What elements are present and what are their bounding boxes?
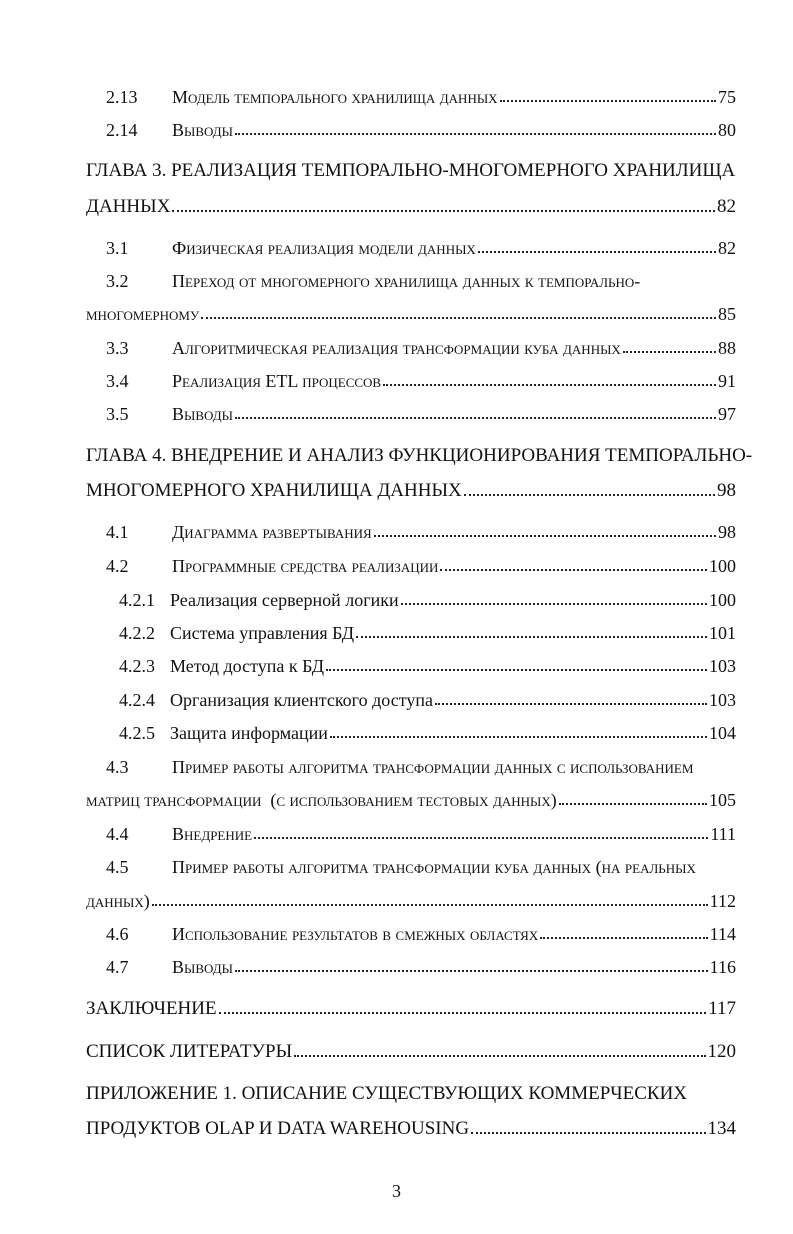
dot-leader bbox=[374, 535, 716, 537]
toc-entry-title-cont: многомерному bbox=[86, 304, 200, 324]
toc-entry-4-2-3[interactable] bbox=[86, 656, 736, 676]
toc-entry-3-1[interactable] bbox=[86, 238, 736, 258]
toc-entry-3-2[interactable] bbox=[86, 304, 736, 324]
toc-entry-page: 100 bbox=[709, 556, 736, 576]
toc-entry-title: Использование результатов в смежных областях bbox=[172, 924, 539, 944]
toc-entry-page: 91 bbox=[718, 371, 736, 391]
toc-entry-number: 4.2.5 bbox=[119, 723, 155, 743]
toc-entry-title: Организация клиентского доступа bbox=[170, 690, 433, 710]
dot-leader bbox=[623, 351, 716, 353]
toc-entry-title: Внедрение bbox=[172, 824, 253, 844]
dot-leader bbox=[219, 1012, 707, 1014]
toc-entry-4-4[interactable] bbox=[86, 824, 736, 844]
toc-entry-title: Переход от многомерного хранилища данных к темпорально- bbox=[172, 271, 641, 291]
toc-entry-4-2[interactable] bbox=[86, 556, 736, 576]
toc-entry-title: Защита информации bbox=[170, 723, 328, 743]
toc-entry-2-13[interactable] bbox=[86, 87, 736, 107]
toc-entry-title: ДАННЫХ bbox=[86, 196, 171, 217]
toc-entry-title: Метод доступа к БД bbox=[170, 656, 325, 676]
toc-entry-title: Реализация серверной логики bbox=[170, 590, 399, 610]
toc-entry-page: 82 bbox=[718, 238, 736, 258]
toc-entry-4-7[interactable] bbox=[86, 957, 736, 977]
toc-entry-page: 111 bbox=[710, 824, 736, 844]
dot-leader bbox=[500, 100, 716, 102]
dot-leader bbox=[172, 210, 715, 212]
toc-entry-4-2-5[interactable] bbox=[86, 723, 736, 743]
toc-entry-3-3[interactable] bbox=[86, 338, 736, 358]
dot-leader bbox=[383, 384, 716, 386]
toc-entry-number: 3.1 bbox=[106, 238, 129, 258]
toc-chapter-3[interactable] bbox=[86, 197, 736, 217]
dot-leader bbox=[440, 569, 707, 571]
toc-entry-title: Система управления БД bbox=[170, 623, 355, 643]
dot-leader bbox=[330, 736, 707, 738]
toc-appendix-1-line1[interactable]: ПРИЛОЖЕНИЕ 1. ОПИСАНИЕ СУЩЕСТВУЮЩИХ КОММЕРЧЕСКИХ bbox=[86, 1083, 688, 1104]
toc-entry-3-4[interactable] bbox=[86, 371, 736, 391]
toc-entry-number: 4.1 bbox=[106, 522, 129, 542]
toc-entry-4-1[interactable] bbox=[86, 522, 736, 542]
toc-entry-number: 2.13 bbox=[106, 87, 138, 107]
dot-leader bbox=[235, 417, 716, 419]
toc-entry-page: 82 bbox=[717, 196, 736, 217]
toc-entry-number: 4.6 bbox=[106, 924, 129, 944]
toc-entry-page: 120 bbox=[707, 1041, 736, 1062]
toc-entry-number: 2.14 bbox=[106, 120, 138, 140]
toc-conclusion[interactable] bbox=[86, 999, 736, 1019]
dot-leader bbox=[201, 317, 716, 319]
toc-entry-title: ЗАКЛЮЧЕНИЕ bbox=[86, 998, 217, 1019]
dot-leader bbox=[254, 837, 708, 839]
toc-entry-number: 4.2 bbox=[106, 556, 129, 576]
toc-entry-title: Пример работы алгоритма трансформации данных с использованием bbox=[172, 757, 694, 777]
toc-entry-3-2-line1[interactable] bbox=[86, 271, 736, 291]
toc-entry-page: 88 bbox=[718, 338, 736, 358]
toc-entry-page: 103 bbox=[709, 656, 736, 676]
toc-entry-4-2-1[interactable] bbox=[86, 590, 736, 610]
toc-entry-number: 3.3 bbox=[106, 338, 129, 358]
dot-leader bbox=[559, 803, 707, 805]
toc-entry-4-3[interactable] bbox=[86, 790, 736, 810]
toc-entry-title: Реализация ETL процессов bbox=[172, 371, 382, 391]
dot-leader bbox=[356, 636, 707, 638]
toc-entry-page: 100 bbox=[709, 590, 736, 610]
toc-appendix-1[interactable] bbox=[86, 1119, 736, 1139]
toc-entry-title: Выводы bbox=[172, 404, 233, 424]
dot-leader bbox=[471, 1132, 705, 1134]
toc-entry-number: 3.4 bbox=[106, 371, 129, 391]
toc-entry-title: Выводы bbox=[172, 957, 233, 977]
toc-entry-3-5[interactable] bbox=[86, 404, 736, 424]
toc-entry-title: Диаграмма развертывания bbox=[172, 522, 372, 542]
toc-entry-title: СПИСОК ЛИТЕРАТУРЫ bbox=[86, 1041, 293, 1062]
toc-entry-page: 80 bbox=[718, 120, 736, 140]
toc-entry-number: 4.2.4 bbox=[119, 690, 155, 710]
dot-leader bbox=[435, 703, 707, 705]
toc-entry-2-14[interactable] bbox=[86, 120, 736, 140]
toc-entry-4-6[interactable] bbox=[86, 924, 736, 944]
toc-entry-title: Выводы bbox=[172, 120, 233, 140]
toc-chapter-4-line1[interactable]: ГЛАВА 4. ВНЕДРЕНИЕ И АНАЛИЗ ФУНКЦИОНИРОВАНИЯ ТЕМПОРАЛЬНО- bbox=[86, 445, 753, 466]
dot-leader bbox=[152, 904, 708, 906]
toc-chapter-3-line1[interactable]: ГЛАВА 3. РЕАЛИЗАЦИЯ ТЕМПОРАЛЬНО-МНОГОМЕРНОГО ХРАНИЛИЩА bbox=[86, 160, 736, 181]
dot-leader bbox=[401, 603, 707, 605]
dot-leader bbox=[235, 970, 708, 972]
toc-entry-title: Физическая реализация модели данных bbox=[172, 238, 476, 258]
toc-entry-page: 101 bbox=[709, 623, 736, 643]
toc-entry-title: ПРОДУКТОВ OLAP И DATA WAREHOUSING bbox=[86, 1118, 470, 1139]
toc-entry-number: 4.3 bbox=[106, 757, 129, 777]
dot-leader bbox=[326, 669, 707, 671]
toc-entry-title: Алгоритмическая реализация трансформации куба данных bbox=[172, 338, 621, 358]
toc-entry-page: 75 bbox=[718, 87, 736, 107]
toc-entry-4-2-2[interactable] bbox=[86, 623, 736, 643]
toc-entry-4-3-line1[interactable] bbox=[86, 757, 736, 777]
dot-leader bbox=[478, 251, 716, 253]
toc-entry-number: 3.5 bbox=[106, 404, 129, 424]
toc-entry-title: Программные средства реализации bbox=[172, 556, 439, 576]
toc-entry-page: 104 bbox=[709, 723, 736, 743]
toc-entry-title: МНОГОМЕРНОГО ХРАНИЛИЩА ДАННЫХ bbox=[86, 480, 462, 501]
toc-entry-4-5-line1[interactable] bbox=[86, 857, 736, 877]
toc-entry-number: 4.2.1 bbox=[119, 590, 155, 610]
toc-entry-title: Пример работы алгоритма трансформации куба данных (на реальных bbox=[172, 857, 696, 877]
dot-leader bbox=[540, 937, 707, 939]
toc-entry-number: 4.7 bbox=[106, 957, 129, 977]
toc-entry-page: 98 bbox=[718, 522, 736, 542]
dot-leader bbox=[464, 494, 715, 496]
toc-entry-number: 3.2 bbox=[106, 271, 129, 291]
toc-entry-page: 98 bbox=[717, 480, 736, 501]
toc-entry-number: 4.2.2 bbox=[119, 623, 155, 643]
toc-entry-page: 103 bbox=[709, 690, 736, 710]
toc-entry-page: 105 bbox=[709, 790, 736, 810]
toc-entry-page: 114 bbox=[709, 924, 736, 944]
dot-leader bbox=[294, 1055, 705, 1057]
dot-leader bbox=[235, 133, 716, 135]
toc-entry-page: 112 bbox=[709, 891, 736, 911]
page-number: 3 bbox=[392, 1181, 401, 1201]
toc-entry-title-cont: матриц трансформации (с использованием тестовых данных) bbox=[86, 790, 557, 810]
toc-entry-page: 97 bbox=[718, 404, 736, 424]
toc-entry-title: Модель темпорального хранилища данных bbox=[172, 87, 498, 107]
toc-entry-page: 117 bbox=[708, 998, 736, 1019]
toc-entry-4-2-4[interactable] bbox=[86, 690, 736, 710]
toc-entry-page: 85 bbox=[718, 304, 736, 324]
toc-entry-number: 4.2.3 bbox=[119, 656, 155, 676]
toc-entry-4-5[interactable] bbox=[86, 891, 736, 911]
toc-references[interactable] bbox=[86, 1042, 736, 1062]
toc-entry-number: 4.4 bbox=[106, 824, 129, 844]
toc-entry-page: 116 bbox=[709, 957, 736, 977]
toc-entry-number: 4.5 bbox=[106, 857, 129, 877]
toc-entry-page: 134 bbox=[707, 1118, 736, 1139]
toc-entry-title-cont: данных) bbox=[86, 891, 150, 911]
toc-chapter-4[interactable] bbox=[86, 481, 736, 501]
